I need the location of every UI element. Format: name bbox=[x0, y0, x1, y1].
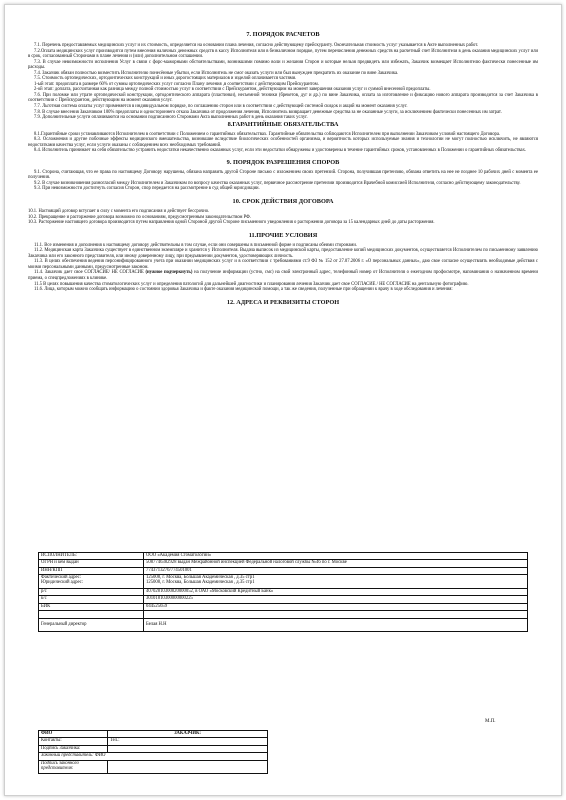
table-row bbox=[39, 738, 268, 745]
table-row bbox=[39, 553, 528, 560]
section-12-title: 12. АДРЕСА И РЕКВИЗИТЫ СТОРОН bbox=[226, 298, 340, 306]
para-7-9: 7.9. Дополнительные услуги оплачиваются на основании подписанного Сторонами Акта выполненных работ в день оказания таких услуг. bbox=[34, 115, 308, 121]
para-7-4: 7.4. Заказчик обязан полностью возместить Исполнителю понесённые убытки, если Исполнитель не смог оказать услуги или был вынужден прекратить их оказание по вине Заказчика. bbox=[34, 70, 399, 76]
para-7-2: 7.2.Оплата медицинских услуг производится путем внесения наличных денежных средств в кассу Исполнителя или в безналичном порядке, путем перечисления денежных средств на расчетный счет Исполнителя в день оказания медицинских услуг или в срок, согласованный Сторонами в плане лечения и (или) дополнительном соглашении. bbox=[28, 48, 538, 60]
para-7-1: 7.1. Перечень предоставляемых медицинских услуг и их стоимость, определяется на основании плана лечения, согласно действующему прейскуранту. Окончательная стоимость услуг указывается в Акте выполненных работ. bbox=[34, 43, 479, 48]
section-10-title: 10. СРОК ДЕЙСТВИЯ ДОГОВОРА bbox=[232, 198, 334, 206]
table-row bbox=[39, 560, 528, 567]
para-11-3: 11.3. В целях обеспечения ведения персонифицированного учета при оказании медицинских услуг и в соответствии с требованиями ст.9 ФЗ № 152 от 27.07.2006 г. «О персональных данных», даю свое согласие осуществлять необходимые действия с моими персональными данными, предусмотренные законом. bbox=[28, 259, 538, 270]
para-7-7: 7.7. Льготная система оплаты услуг применяется в индивидуальном порядке, по соглашению сторон или в соответствии с действующей системой скидок и акций на момент оказания услуг. bbox=[34, 104, 408, 110]
para-11-4-note: (нужное подчеркнуть) bbox=[145, 270, 193, 276]
para-7-5-stage1: 1-ый этап: предоплата в размере 60% от суммы ортопедических услуг согласно Плану лечения ,в соответствии с действующим Прейскурантом. bbox=[34, 81, 319, 87]
section-11-title: 11.ПРОЧИЕ УСЛОВИЯ bbox=[248, 231, 318, 239]
representative-sign-label: Подпись законного представителя: bbox=[39, 760, 108, 773]
req-label: БИК bbox=[39, 603, 144, 610]
executor-details-table bbox=[38, 552, 528, 632]
table-row bbox=[39, 588, 528, 595]
para-11-4 bbox=[28, 270, 538, 281]
para-8-3: 8.3. Осложнения и другие побочные эффекты медицинского вмешательства, возникшие вследствие биологических особенностей организма, и вероятность которых используемые знания и технологии не могут полностью исключить, не являются недостатками качества услуг, если услуги оказаны с соблюдением всех необходимых требований. bbox=[28, 137, 538, 148]
para-7-5: 7.5. Стоимость ортопедических, ортодонтических конструкций и иных дорогостоящих материалов и изделий оплачивается частями. bbox=[34, 76, 297, 82]
para-11-2: 11.2. Медицинская карта Заказчика существует в единственном экземпляре и хранится у Исполнителя. Выдача выписок из медицинской карты, предоставление копий медицинских документов, осуществляется Исполнителем по письменному заявлению Заказчика или его законного представителя, или иному доверенному лицу, при предъявлении документов, удостоверяющих личность. bbox=[28, 248, 538, 259]
table-row bbox=[39, 611, 528, 618]
para-10-2: 10.2. Прекращение и расторжение договора возможно по основаниям, предусмотренным законодательством РФ. bbox=[28, 214, 251, 220]
req-label: к/с bbox=[39, 596, 144, 603]
req-label: р/с bbox=[39, 588, 144, 595]
section-8-title: 8.ГАРАНТИЙНЫЕ ОБЯЗАТЕЛЬСТВА bbox=[227, 120, 339, 128]
para-11-6: 11.6. Лица, которым можно сообщать информацию о состоянии здоровья Заказчика и факте оказания медицинской помощи, а так же сведения, полученные при обращении к врачу в ходе обследования и лечения: bbox=[34, 287, 453, 293]
customer-sign-label: Подпись Заказчика: bbox=[39, 745, 108, 752]
para-8-1: 8.1.Гарантийные сроки устанавливаются Исполнителем в соответствии с Положением о гарантийных обязательствах. Гарантийные обязательства соблюдаются Исполнителем при выполнении Заказчиком условий настоящего Договора. bbox=[34, 131, 501, 137]
para-7-5-stage2: 2-ой этап: доплата, рассчитанная как разница между полной стоимостью услуг в соответствии с Прейскурантом, действующим на момент завершения оказания услуг и суммой внесенной предоплаты. bbox=[34, 87, 431, 93]
table-row bbox=[39, 575, 528, 589]
req-value: Белая Н.Н bbox=[144, 618, 528, 631]
table-row bbox=[39, 731, 268, 738]
req-label: ИСПОЛНИТЕЛЬ: bbox=[39, 553, 144, 560]
req-label-legal: Юридический адрес: bbox=[41, 580, 84, 586]
req-value: 30101810300000000225 bbox=[144, 596, 528, 603]
para-10-3: 10.3. Расторжение настоящего договора производится путем направления одной Стороной другой Стороне письменного уведомления о расторжении договора за 15 календарных дней до даты расторжения. bbox=[28, 220, 435, 226]
para-11-4-start: 11.4. Заказчик дает свое СОГЛАСИЕ/ НЕ СОГЛАСИЕ bbox=[34, 270, 146, 276]
table-row bbox=[39, 618, 528, 631]
customer-tel-label: Тел.: bbox=[108, 738, 268, 745]
req-label bbox=[39, 611, 144, 618]
table-row bbox=[39, 596, 528, 603]
req-value bbox=[144, 575, 528, 589]
para-10-1: 10.1. Настоящий договор вступает в силу с момента его подписания и действует бессрочно. bbox=[28, 209, 210, 215]
req-value-actual: 125008, г. Москва, Большая Академическая , д.35 стр1 bbox=[146, 575, 255, 581]
document-body bbox=[28, 31, 538, 307]
section-9-title: 9. ПОРЯДОК РАЗРЕШЕНИЯ СПОРОВ bbox=[226, 158, 340, 166]
table-row bbox=[39, 603, 528, 610]
req-value-legal: 125008, г. Москва, Большая Академическая , д.35 стр1 bbox=[146, 580, 255, 586]
customer-details-table bbox=[38, 730, 268, 774]
customer-title: ЗАКАЗЧИК: bbox=[108, 731, 268, 738]
req-label: Генеральный директор bbox=[39, 618, 144, 631]
table-row bbox=[39, 753, 268, 760]
req-label bbox=[39, 575, 144, 589]
table-row bbox=[39, 760, 268, 773]
stamp-place-label: М.П. bbox=[485, 719, 496, 724]
para-7-3: 7.3. В случае невозможности исполнения Услуг в связи с форс-мажорными обстоятельствами, возникшими помимо воли и желания Сторон и которые нельзя предвидеть или избежать, Заказчик возмещает Исполнителю фактически понесенные им расходы. bbox=[28, 59, 538, 71]
table-row bbox=[39, 745, 268, 752]
req-label: ИНН/КПП bbox=[39, 567, 144, 574]
req-value: ООО «Академия Стоматологии» bbox=[144, 553, 528, 560]
req-value: 044525659 bbox=[144, 603, 528, 610]
representative-label: Законный представитель: ФИО bbox=[39, 753, 268, 760]
para-7-6: 7.6. При поломке или утрате ортопедической конструкции, ортодонтического аппарата (пластинки), несъемной техники (брекетов, дуг и др.) по вине Заказчика, оплата за изготовление и фиксацию нового аппарата производится за счет Заказчика в соответствии с Прейскурантом, действующим на момент оказания услуг. bbox=[28, 92, 538, 104]
customer-contacts-label: Контакты: bbox=[39, 738, 108, 745]
req-value: 7743713276/774501001 bbox=[144, 567, 528, 574]
para-8-4: 8.4. Исполнитель принимает на себя обязательство устранить недостатки некачественно оказанных услуг, если эти недостатки обнаружены и удостоверены в течение гарантийных сроков, установленных в Положении о гарантийных обязательствах. bbox=[34, 148, 527, 154]
section-7-title: 7. ПОРЯДОК РАСЧЕТОВ bbox=[246, 31, 320, 38]
table-row bbox=[39, 567, 528, 574]
para-9-2: 9.2. В случае возникновения разногласий между Исполнителем и Заказчиком по вопросу качества оказанных услуг, первичное рассмотрение претензии производится Врачебной комиссией Исполнителя, согласно действующему законодательству. bbox=[34, 180, 521, 186]
req-label-actual: Фактический адрес: bbox=[41, 575, 82, 581]
para-11-4-rest: на получение информации (устно, смс) на свой электронный адрес, телефонный номер от Исполнителя о ежегодном профосмотре, напоминания о назначенном времени приема, о спецпредложениях в клинике. bbox=[28, 270, 538, 281]
para-9-3: 9.3. При невозможности достигнуть согласия Сторон, спор передается на рассмотрение в суд общей юрисдикции. bbox=[34, 186, 260, 192]
customer-fio-label: ФИО bbox=[39, 731, 108, 738]
document-page bbox=[4, 4, 562, 796]
para-11-1: 11.1. Все изменения и дополнения к настоящему договору действительны в том случае, если они совершены в письменной форме и подписаны обеими сторонами. bbox=[34, 242, 357, 248]
req-value: 40702810300820000052, в ОАО «Московский Кредитный Банк» bbox=[144, 588, 528, 595]
customer-sign-value bbox=[108, 745, 268, 752]
representative-sign-value bbox=[108, 760, 268, 773]
req-value bbox=[144, 611, 528, 618]
para-9-1: 9.1. Сторона, считающая, что ее права по настоящему Договору нарушены, обязана направить другой Стороне письмо с изложением своих претензий. Сторона, получившая претензию, обязана ответить на нее не позднее 10 рабочих дней с момента ее получения. bbox=[28, 169, 538, 181]
para-11-5: 11.5 В целях повышения качества стоматологических услуг и определения патологий для дальнейшей диагностики и планирования лечения Заказчик дает свое СОГЛАСИЕ / НЕ СОГЛАСИЕ на дентальную фотографию. bbox=[34, 281, 469, 287]
req-label: ОГРН и кем выдан bbox=[39, 560, 144, 567]
req-value: 5087746382928 выдан Межрайонной инспекцией Федеральной налоговой службы №46 по г. Москве bbox=[144, 560, 528, 567]
para-7-8: 7.8. В случае внесения Заказчиком 100% предоплаты и одностороннего отказа Заказчика от продолжения лечения, Исполнитель возвращает денежные средства за не оказанные услуги, за исключением фактически понесенных им затрат. bbox=[34, 109, 502, 115]
